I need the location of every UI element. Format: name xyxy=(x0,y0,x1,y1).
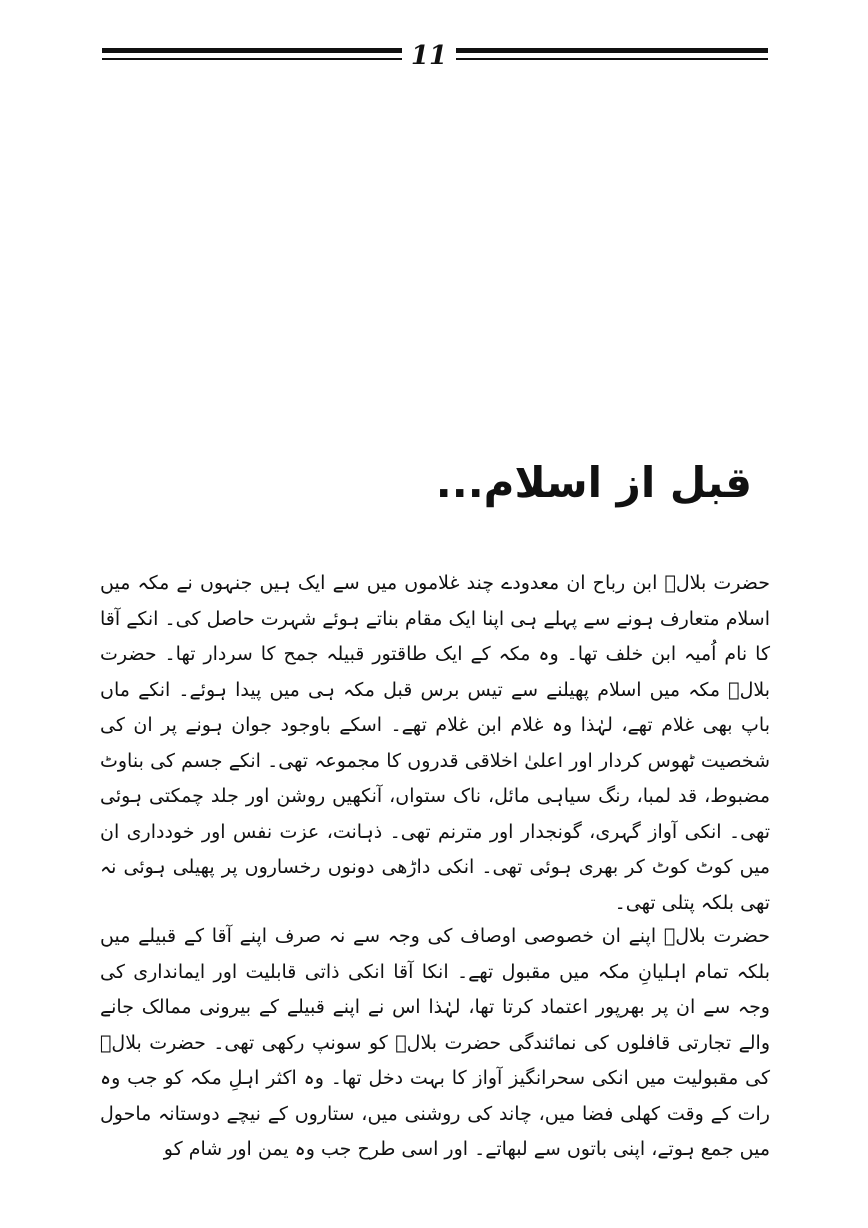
page-number: 11 xyxy=(410,41,448,71)
body-paragraph-2: حضرت بلالؓ اپنے ان خصوصی اوصاف کی وجہ سے نہ صرف اپنے آقا کے قبیلے میں بلکہ تمام اہلیانِ مکہ میں مقبول تھے۔ انکا آقا انکی ذاتی قابلیت اور ایمانداری کی وجہ سے ان پر بھرپور اعتماد کرتا تھا، لہٰذا اس نے اپنے قبیلے کے بیرونی ممالک جانے والے تجارتی قافلوں کی نمائندگی حضرت بلالؓ کو سونپ رکھی تھی۔ حضرت بلالؓ کی مقبولیت میں انکی سحرانگیز آواز کا بہت دخل تھا۔ وہ اکثر اہلِ مکہ کو جب وہ رات کے وقت کھلی فضا میں، چاند کی روشنی میں، ستاروں کے نیچے دوستانہ ماحول میں جمع ہوتے، اپنی باتوں سے لبھاتے۔ اور اسی طرح جب وہ یمن اور شام کو xyxy=(100,925,770,1160)
header-rule-right-thin xyxy=(456,58,768,60)
header-rule-left-thin xyxy=(102,58,402,60)
header-rule-left xyxy=(102,48,402,66)
chapter-title: قبل از اسلام... xyxy=(435,458,752,508)
header-rule-right-thick xyxy=(456,48,768,53)
body-paragraph-1: حضرت بلالؓ ابن رباح ان معدودے چند غلاموں میں سے ایک ہیں جنہوں نے مکہ میں اسلام متعارف ہونے سے پہلے ہی اپنا ایک مقام بناتے ہوئے شہرت حاصل کی۔ انکے آقا کا نام اُمیہ ابن خلف تھا۔ وہ مکہ کے ایک طاقتور قبیلہ جمح کا سردار تھا۔ حضرت بلالؓ مکہ میں اسلام پھیلنے سے تیس برس قبل مکہ ہی میں پیدا ہوئے۔ انکے ماں باپ بھی غلام تھے، لہٰذا وہ غلام ابن غلام تھے۔ اسکے باوجود جوان ہونے پر ان کی شخصیت ٹھوس کردار اور اعلیٰ اخلاقی قدروں کا مجموعہ تھی۔ انکے جسم کی بناوٹ مضبوط، قد لمبا، رنگ سیاہی مائل، ناک ستواں، آنکھیں روشن اور جلد چمکتی ہوئی تھی۔ انکی آواز گہری، گونجدار اور مترنم تھی۔ ذہانت، عزت نفس اور خودداری ان میں کوٹ کوٹ کر بھری ہوئی تھی۔ انکی داڑھی دونوں رخساروں پر پھیلی ہوئی نہ تھی بلکہ پتلی تھی۔ xyxy=(100,572,770,914)
header-rule-left-thick xyxy=(102,48,402,53)
header-rule-right xyxy=(456,48,768,66)
